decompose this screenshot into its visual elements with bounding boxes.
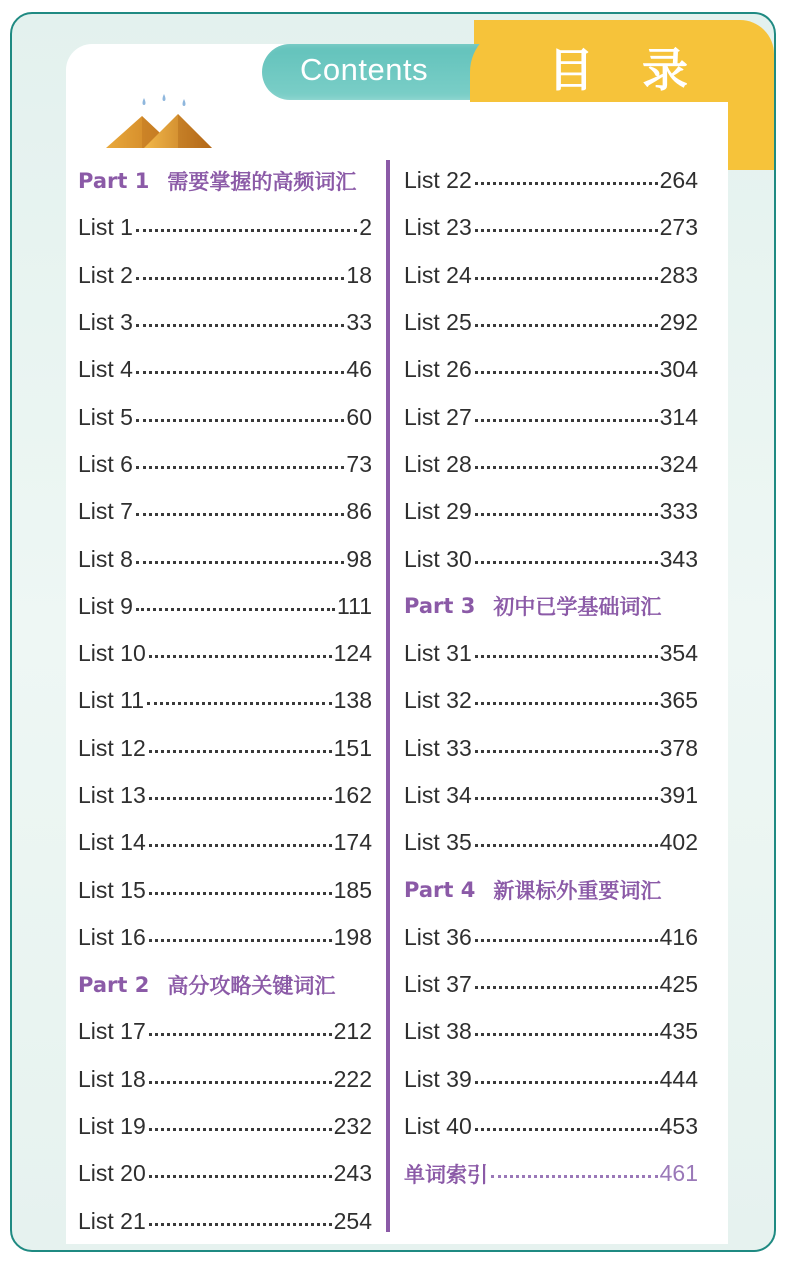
- toc-entry[interactable]: [404, 914, 698, 961]
- page-number: 425: [659, 971, 698, 998]
- entry-label: List 28: [404, 450, 472, 477]
- toc-entry[interactable]: [404, 441, 698, 488]
- entry-label: List 32: [404, 687, 472, 714]
- page-number: 2: [359, 214, 372, 241]
- dot-leader: [475, 182, 658, 185]
- part-heading: [78, 157, 372, 204]
- toc-entry[interactable]: [78, 1150, 372, 1197]
- column-divider: [386, 160, 390, 1232]
- entry-label: List 24: [404, 261, 472, 288]
- page-number: 98: [346, 545, 372, 572]
- toc-entry[interactable]: [78, 346, 372, 393]
- entry-label: List 22: [404, 167, 472, 194]
- toc-entry[interactable]: [78, 393, 372, 440]
- toc-entry[interactable]: [404, 630, 698, 677]
- toc-entry[interactable]: [78, 1198, 372, 1245]
- page-number: 283: [659, 261, 698, 288]
- dot-leader: [136, 371, 344, 374]
- page-number: 73: [346, 450, 372, 477]
- toc-index-entry[interactable]: [404, 1150, 698, 1197]
- page-number: 354: [659, 640, 698, 667]
- entry-label: List 11: [78, 687, 145, 714]
- contents-label: Contents: [300, 52, 429, 87]
- toc-entry[interactable]: [404, 772, 698, 819]
- page-number: 212: [333, 1018, 372, 1045]
- entry-label: List 16: [78, 923, 146, 950]
- toc-entry[interactable]: [404, 393, 698, 440]
- entry-label: List 4: [78, 356, 133, 383]
- dot-leader: [475, 1128, 658, 1131]
- entry-label: List 8: [78, 545, 133, 572]
- toc-entry[interactable]: [78, 535, 372, 582]
- page-number: 365: [659, 687, 698, 714]
- toc-entry[interactable]: [404, 1056, 698, 1103]
- dot-leader: [149, 1223, 332, 1226]
- dot-leader: [136, 466, 344, 469]
- entry-label: List 12: [78, 734, 146, 761]
- entry-label: List 38: [404, 1018, 472, 1045]
- page-number: 138: [333, 687, 372, 714]
- toc-column-right: [404, 157, 698, 1198]
- part-heading: [404, 866, 698, 913]
- page-number: 162: [333, 782, 372, 808]
- toc-entry[interactable]: [78, 204, 372, 251]
- part-title: 初中已学基础词汇: [493, 595, 662, 620]
- dot-leader: [149, 892, 332, 895]
- page-number: 453: [659, 1113, 698, 1140]
- toc-entry[interactable]: [78, 630, 372, 677]
- part-title: 需要掌握的高频词汇: [167, 169, 357, 194]
- page-number: 378: [659, 734, 698, 761]
- page-number: 254: [333, 1207, 372, 1234]
- entry-label: List 13: [78, 782, 146, 808]
- page-number: 304: [659, 356, 698, 383]
- page-number: 18: [346, 261, 372, 288]
- dot-leader: [475, 419, 658, 422]
- entry-label: List 25: [404, 309, 472, 336]
- page-number: 324: [659, 450, 698, 477]
- page-number: 273: [659, 214, 698, 241]
- entry-label: List 33: [404, 734, 472, 761]
- page-number: 60: [346, 403, 372, 430]
- page-number: 416: [659, 923, 698, 950]
- page-number: 198: [333, 923, 372, 950]
- entry-label: 单词索引: [404, 1162, 488, 1187]
- toc-entry[interactable]: [404, 1008, 698, 1055]
- toc-entry[interactable]: [404, 299, 698, 346]
- dot-leader: [475, 986, 658, 989]
- entry-label: List 40: [404, 1113, 472, 1140]
- entry-label: List 6: [78, 450, 133, 477]
- entry-label: List 17: [78, 1018, 146, 1045]
- part-number: Part 2: [78, 972, 150, 997]
- dot-leader: [136, 324, 344, 327]
- entry-label: List 7: [78, 498, 133, 525]
- entry-label: List 39: [404, 1065, 472, 1092]
- entry-label: List 26: [404, 356, 472, 383]
- toc-entry[interactable]: [78, 488, 372, 535]
- entry-label: List 10: [78, 640, 146, 667]
- toc-entry[interactable]: [78, 819, 372, 866]
- pyramids-icon: [104, 92, 214, 154]
- dot-leader: [475, 655, 658, 658]
- page-number: 391: [659, 782, 698, 808]
- page-number: 185: [333, 876, 372, 903]
- part-title: 高分攻略关键词汇: [167, 973, 336, 998]
- page-number: 124: [333, 640, 372, 667]
- entry-label: List 19: [78, 1113, 146, 1140]
- dot-leader: [149, 797, 332, 800]
- page-number: 232: [333, 1113, 372, 1140]
- dot-leader: [475, 561, 658, 564]
- entry-label: List 29: [404, 498, 472, 525]
- toc-entry[interactable]: [404, 252, 698, 299]
- entry-label: List 14: [78, 829, 146, 856]
- part-title: 新课标外重要词汇: [493, 879, 662, 904]
- dot-leader: [475, 1081, 658, 1084]
- page-number: 243: [333, 1160, 372, 1187]
- page-number: 174: [333, 829, 372, 856]
- entry-label: List 36: [404, 923, 472, 950]
- entry-label: List 34: [404, 782, 472, 808]
- dot-leader: [149, 655, 332, 658]
- entry-label: List 21: [78, 1207, 146, 1234]
- dot-leader: [475, 277, 658, 280]
- toc-entry[interactable]: [78, 252, 372, 299]
- entry-label: List 2: [78, 261, 133, 288]
- dot-leader: [475, 1033, 658, 1036]
- dot-leader: [475, 466, 658, 469]
- dot-leader: [475, 939, 658, 942]
- dot-leader: [149, 1033, 332, 1036]
- entry-label: List 1: [78, 214, 133, 241]
- part-number: Part 1: [78, 168, 150, 193]
- toc-entry[interactable]: [404, 677, 698, 724]
- dot-leader: [136, 229, 357, 232]
- page-number: 292: [659, 309, 698, 336]
- entry-label: List 15: [78, 876, 146, 903]
- dot-leader: [149, 1175, 332, 1178]
- toc-entry[interactable]: [78, 772, 372, 819]
- toc-entry[interactable]: [404, 819, 698, 866]
- dot-leader: [136, 608, 335, 611]
- entry-label: List 31: [404, 640, 472, 667]
- dot-leader: [475, 513, 658, 516]
- page-number: 343: [659, 545, 698, 572]
- page-number: 314: [659, 403, 698, 430]
- part-heading: [78, 961, 372, 1008]
- page-number: 86: [346, 498, 372, 525]
- toc-entry[interactable]: [404, 1103, 698, 1150]
- toc-entry[interactable]: [78, 866, 372, 913]
- entry-label: List 5: [78, 403, 133, 430]
- toc-entry[interactable]: [404, 725, 698, 772]
- toc-entry[interactable]: [78, 441, 372, 488]
- entry-label: List 23: [404, 214, 472, 241]
- toc-entry[interactable]: [78, 1056, 372, 1103]
- page-number: 222: [333, 1065, 372, 1092]
- toc-entry[interactable]: [78, 725, 372, 772]
- toc-entry[interactable]: [404, 346, 698, 393]
- dot-leader: [136, 513, 344, 516]
- toc-entry[interactable]: [404, 535, 698, 582]
- toc-entry[interactable]: [78, 583, 372, 630]
- toc-entry[interactable]: [404, 157, 698, 204]
- toc-entry[interactable]: [78, 1103, 372, 1150]
- dot-leader: [149, 1128, 332, 1131]
- dot-leader: [147, 702, 332, 705]
- toc-column-left: [78, 157, 372, 1245]
- dot-leader: [475, 702, 658, 705]
- dot-leader: [149, 844, 332, 847]
- entry-label: List 27: [404, 403, 472, 430]
- dot-leader: [475, 750, 658, 753]
- dot-leader: [136, 561, 344, 564]
- entry-label: List 35: [404, 829, 472, 856]
- toc-entry[interactable]: [78, 1008, 372, 1055]
- dot-leader: [475, 844, 658, 847]
- entry-label: List 37: [404, 971, 472, 998]
- part-heading: [404, 583, 698, 630]
- page-number: 333: [659, 498, 698, 525]
- entry-label: List 3: [78, 309, 133, 336]
- toc-entry[interactable]: [78, 677, 372, 724]
- part-number: Part 4: [404, 878, 476, 903]
- dot-leader: [149, 1081, 332, 1084]
- page-title: 目 录: [548, 43, 705, 97]
- toc-entry[interactable]: [404, 961, 698, 1008]
- page-number: 402: [659, 829, 698, 856]
- entry-label: List 9: [78, 592, 133, 619]
- dot-leader: [475, 797, 658, 800]
- dot-leader: [491, 1175, 658, 1178]
- dot-leader: [475, 324, 658, 327]
- part-number: Part 3: [404, 594, 476, 619]
- page-number: 111: [337, 592, 372, 619]
- toc-entry[interactable]: [78, 299, 372, 346]
- page-number: 46: [346, 356, 372, 383]
- toc-entry[interactable]: [404, 488, 698, 535]
- dot-leader: [475, 371, 658, 374]
- toc-entry[interactable]: [78, 914, 372, 961]
- page-number: 461: [659, 1160, 698, 1187]
- toc-entry[interactable]: [404, 204, 698, 251]
- entry-label: List 20: [78, 1160, 146, 1187]
- entry-label: List 18: [78, 1065, 146, 1092]
- page-number: 435: [659, 1018, 698, 1045]
- dot-leader: [149, 939, 332, 942]
- dot-leader: [136, 419, 344, 422]
- dot-leader: [136, 277, 344, 280]
- entry-label: List 30: [404, 545, 472, 572]
- page-number: 33: [346, 309, 372, 336]
- dot-leader: [475, 229, 658, 232]
- page-number: 264: [659, 167, 698, 194]
- page-number: 151: [333, 734, 372, 761]
- dot-leader: [149, 750, 332, 753]
- page-number: 444: [659, 1065, 698, 1092]
